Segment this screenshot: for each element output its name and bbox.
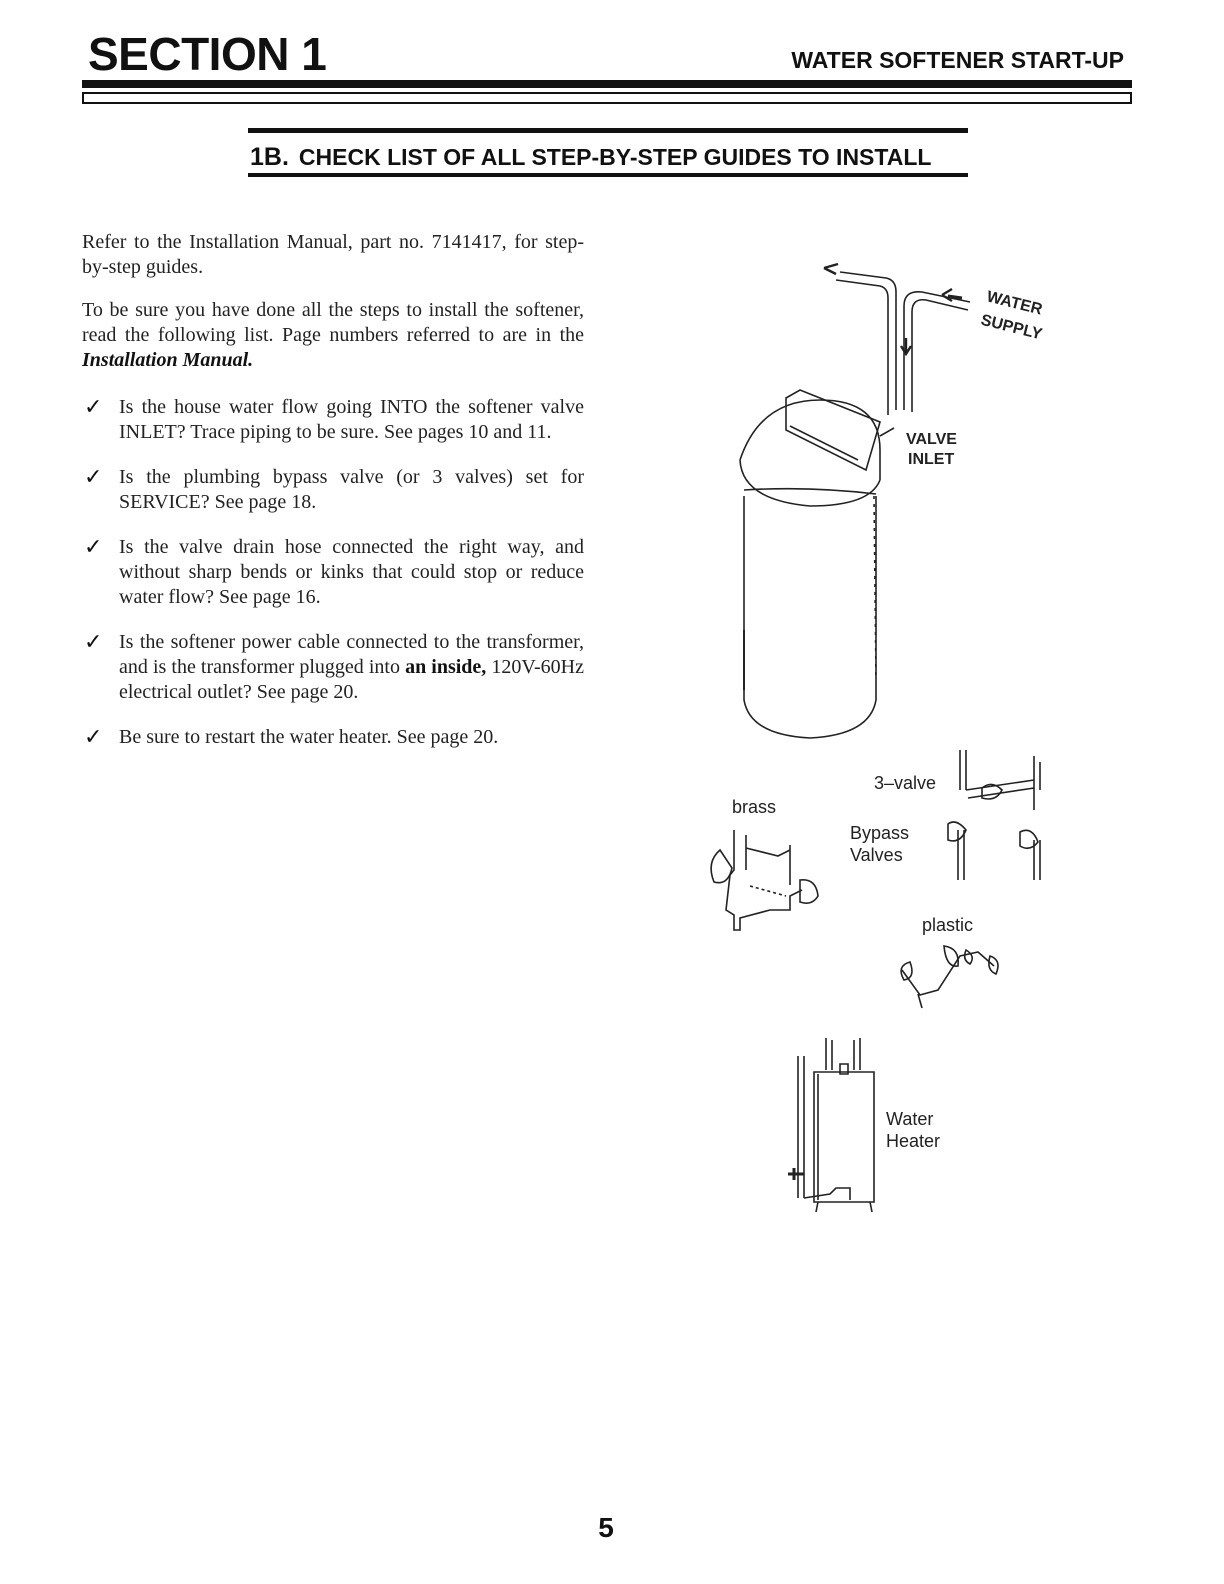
subheading-text: CHECK LIST OF ALL STEP-BY-STEP GUIDES TO INSTALL	[298, 144, 932, 170]
softener-top	[740, 400, 880, 480]
section-title: WATER SOFTENER START-UP	[791, 47, 1124, 73]
intro-paragraph-1: Refer to the Installation Manual, part no. 7141417, for step-by-step guides.	[82, 231, 584, 278]
checklist-item	[82, 535, 584, 610]
water-heater-label-1: Water	[886, 1109, 934, 1129]
valve-inlet-label-2: INLET	[908, 451, 955, 468]
checklist-item-text: Is the valve drain hose connected the right way, and without sharp bends or kinks that could stop or reduce water flow? See page 16.	[119, 536, 584, 608]
check-icon: ✓	[84, 465, 103, 490]
header-rule-outline	[82, 92, 1132, 104]
check-icon: ✓	[84, 725, 103, 750]
subheading-rule-bottom	[248, 173, 968, 177]
subheading-number: 1B.	[250, 143, 289, 171]
bypass-label-2: Valves	[850, 845, 903, 865]
checklist-item	[82, 395, 584, 445]
manual-reference: Installation Manual.	[82, 349, 254, 371]
check-icon: ✓	[84, 395, 103, 420]
plastic-label: plastic	[922, 915, 974, 935]
three-valve-bypass	[948, 750, 1040, 880]
checklist	[82, 395, 584, 770]
installation-illustration	[690, 250, 1090, 1230]
intro-paragraph-2-text: To be sure you have done all the steps to install the softener, read the following list. Page numbers referred to are in the	[82, 299, 584, 346]
page-number: 5	[598, 1512, 614, 1543]
brass-label: brass	[732, 797, 777, 817]
subheading-rule-top	[248, 128, 968, 133]
brass-bypass-valve	[711, 830, 818, 930]
checklist-item	[82, 465, 584, 515]
header-rule	[82, 80, 1132, 88]
check-icon: ✓	[84, 535, 103, 560]
emphasis-inside: an inside,	[405, 656, 487, 678]
checklist-item	[82, 630, 584, 705]
softener-tank	[744, 496, 876, 738]
water-heater	[788, 1038, 874, 1212]
water-supply-label-2: SUPPLY	[978, 311, 1044, 344]
checklist-item	[82, 725, 584, 750]
section-number: SECTION 1	[88, 28, 327, 80]
checklist-item-text: Is the plumbing bypass valve (or 3 valves) set for SERVICE? See page 18.	[119, 466, 584, 513]
checklist-item-text: Is the softener power cable connected to the transformer, and is the transformer plugged into an inside, 120V-60Hz electrical outlet? See page 20.	[119, 631, 584, 703]
plastic-bypass-valve	[901, 946, 998, 1008]
inlet-pipe	[904, 292, 970, 410]
water-supply-label-1: WATER	[984, 288, 1044, 319]
intro-paragraph-2	[82, 298, 584, 373]
check-icon: ✓	[84, 630, 103, 655]
valve-inlet-label-1: VALVE	[906, 431, 957, 448]
checklist-item-text: Is the house water flow going INTO the softener valve INLET? Trace piping to be sure. See pages 10 and 11.	[119, 396, 584, 443]
installation-figure	[690, 250, 1090, 1230]
checklist-item-text: Be sure to restart the water heater. See page 20.	[119, 726, 499, 748]
three-valve-label: 3–valve	[874, 773, 937, 793]
water-heater-label-2: Heater	[886, 1131, 941, 1151]
bypass-label-1: Bypass	[850, 823, 910, 843]
subheading	[250, 142, 931, 172]
